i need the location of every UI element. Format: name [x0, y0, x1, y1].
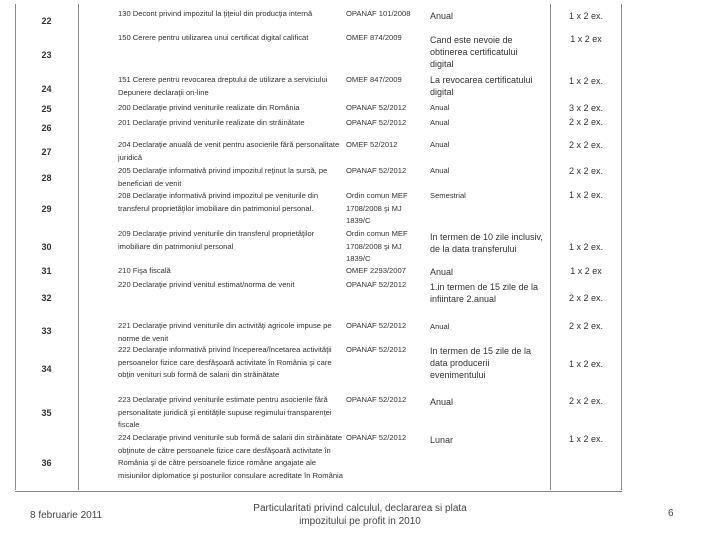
- legal-order: OPANAF 52/2012: [346, 166, 407, 175]
- copies-count: 2 x 2 ex.: [568, 117, 604, 127]
- form-description: 210 Fişa fiscală: [118, 266, 171, 275]
- copies-count: 1 x 2 ex: [570, 266, 602, 276]
- copies-count: 2 x 2 ex.: [568, 140, 604, 150]
- legal-order: OPANAF 52/2012: [346, 395, 407, 404]
- row-number: 30: [41, 242, 52, 252]
- form-description: 223 Declaraţie privind veniturile estimate pentru asocierile fără personalitate juridică şi entităţile supuse regimului transparenţei fiscale: [118, 395, 332, 430]
- filing-term: Anual: [430, 11, 454, 21]
- filing-term: Anual: [430, 118, 450, 127]
- form-description: 209 Declaraţie privind veniturile din transferul proprietăţilor imobiliare din patrimoniul personal: [118, 229, 315, 251]
- copies-count: 1 x 2 ex.: [568, 76, 604, 86]
- row-number: 28: [41, 173, 52, 183]
- filing-term: Anual: [430, 397, 454, 407]
- copies-count: 1 x 2 ex.: [568, 434, 604, 444]
- form-description: 205 Declaraţie informativă privind impozitul reţinut la sursă, pe beneficiari de venit: [118, 166, 328, 188]
- form-description: 224 Declaraţie privind veniturile sub formă de salarii din străinătate obţinute de către persoanele fizice care desfăşoară activitate în România şi de către persoanele fizice române angajate ale misiunilor diplomatice şi posturilor consulare acreditate în România: [118, 433, 343, 480]
- footer-date: 8 februarie 2011: [30, 510, 103, 521]
- legal-order: OMEF 847/2009: [346, 75, 402, 84]
- copies-count: 1 x 2 ex.: [568, 190, 604, 200]
- copies-count: 1 x 2 ex: [570, 34, 602, 44]
- filing-term: La revocarea certificatului digital: [430, 75, 533, 98]
- legal-order: OPANAF 52/2012: [346, 103, 407, 112]
- form-description: 200 Declaraţie privind veniturile realizate din România: [118, 103, 300, 112]
- copies-count: 2 x 2 ex.: [568, 396, 604, 406]
- form-description: 222 Declaraţie informativă privind începerea/încetarea activităţii persoanelor fizice care desfăşoară activitate în România şi care obţin venituri sub formă de salarii din străinătate: [118, 345, 332, 380]
- footer-title: Particularitati privind calculul, declararea si plata impozitului pe profit in 2010: [253, 503, 467, 527]
- column-divider: [621, 4, 622, 490]
- form-description: 221 Declaraţie privind veniturile din activităţi agricole impuse pe norme de venit: [118, 321, 332, 343]
- filing-term: Lunar: [430, 435, 454, 445]
- filing-term: Anual: [430, 166, 450, 175]
- forms-table: [41, 4, 622, 490]
- filing-term: In termen de 10 zile inclusiv, de la data transferului: [430, 232, 543, 255]
- row-number: 27: [41, 147, 52, 157]
- form-description: 220 Declaraţie privind venitul estimat/norma de venit: [118, 280, 295, 289]
- legal-order: OMEF 874/2009: [346, 33, 402, 42]
- filing-term: In termen de 15 zile de la data producerii evenimentului: [430, 346, 532, 381]
- legal-order: OPANAF 101/2008: [346, 9, 411, 18]
- row-number: 24: [41, 84, 52, 94]
- row-number: 33: [41, 326, 52, 336]
- filing-term: Cand este nevoie de obtinerea certificatului digital: [430, 35, 518, 70]
- copies-count: 1 x 2 ex.: [568, 242, 604, 252]
- legal-order: OPANAF 52/2012: [346, 345, 407, 354]
- row-number: 31: [41, 266, 52, 276]
- row-number: 26: [41, 123, 52, 133]
- copies-count: 1 x 2 ex.: [568, 11, 604, 21]
- row-number: 35: [41, 408, 52, 418]
- form-description: 130 Decont privind impozitul la ţiţeiul din producţia internă: [118, 9, 313, 18]
- row-number: 36: [41, 458, 52, 468]
- copies-count: 2 x 2 ex.: [568, 293, 604, 303]
- form-description: 150 Cerere pentru utilizarea unui certificat digital calificat: [118, 33, 309, 42]
- footer-divider: [15, 491, 622, 492]
- legal-order: OPANAF 52/2012: [346, 280, 407, 289]
- page-number: 6: [668, 508, 674, 519]
- filing-term: Semestrial: [430, 191, 466, 200]
- form-description: 201 Declaraţie privind veniturile realizate din străinătate: [118, 118, 305, 127]
- filing-term: Anual: [430, 103, 450, 112]
- legal-order: OPANAF 52/2012: [346, 321, 407, 330]
- row-number: 32: [41, 293, 52, 303]
- row-number: 22: [41, 16, 52, 26]
- form-description: 208 Declaraţie informativă privind impozitul pe veniturile din transferul proprietăţilor imobiliare din patrimoniul personal.: [118, 191, 319, 213]
- form-description: 151 Cerere pentru revocarea dreptului de utilizare a serviciului Depunere declaraţii on-line: [118, 75, 328, 97]
- legal-order: Ordin comun MEF 1708/2008 şi MJ 1839/C: [346, 191, 408, 226]
- row-number: 25: [41, 104, 52, 114]
- copies-count: 1 x 2 ex.: [568, 359, 604, 369]
- copies-count: 2 x 2 ex.: [568, 321, 604, 331]
- column-divider: [78, 4, 79, 490]
- copies-count: 2 x 2 ex.: [568, 166, 604, 176]
- filing-term: Anual: [430, 267, 454, 277]
- filing-term: Anual: [430, 322, 450, 331]
- row-number: 23: [41, 50, 52, 60]
- legal-order: OPANAF 52/2012: [346, 433, 407, 442]
- filing-term: Anual: [430, 140, 450, 149]
- row-number: 34: [41, 364, 52, 374]
- copies-count: 3 x 2 ex.: [568, 103, 604, 113]
- legal-order: OMEF 52/2012: [346, 140, 398, 149]
- filing-term: 1.in termen de 15 zile de la infiintare 2.anual: [430, 282, 539, 305]
- legal-order: Ordin comun MEF 1708/2008 şi MJ 1839/C: [346, 229, 408, 264]
- legal-order: OMEF 2293/2007: [346, 266, 406, 275]
- legal-order: OPANAF 52/2012: [346, 118, 407, 127]
- row-number: 29: [41, 204, 52, 214]
- form-description: 204 Declaraţie anuală de venit pentru asocierile fără personalitate juridică: [118, 140, 340, 162]
